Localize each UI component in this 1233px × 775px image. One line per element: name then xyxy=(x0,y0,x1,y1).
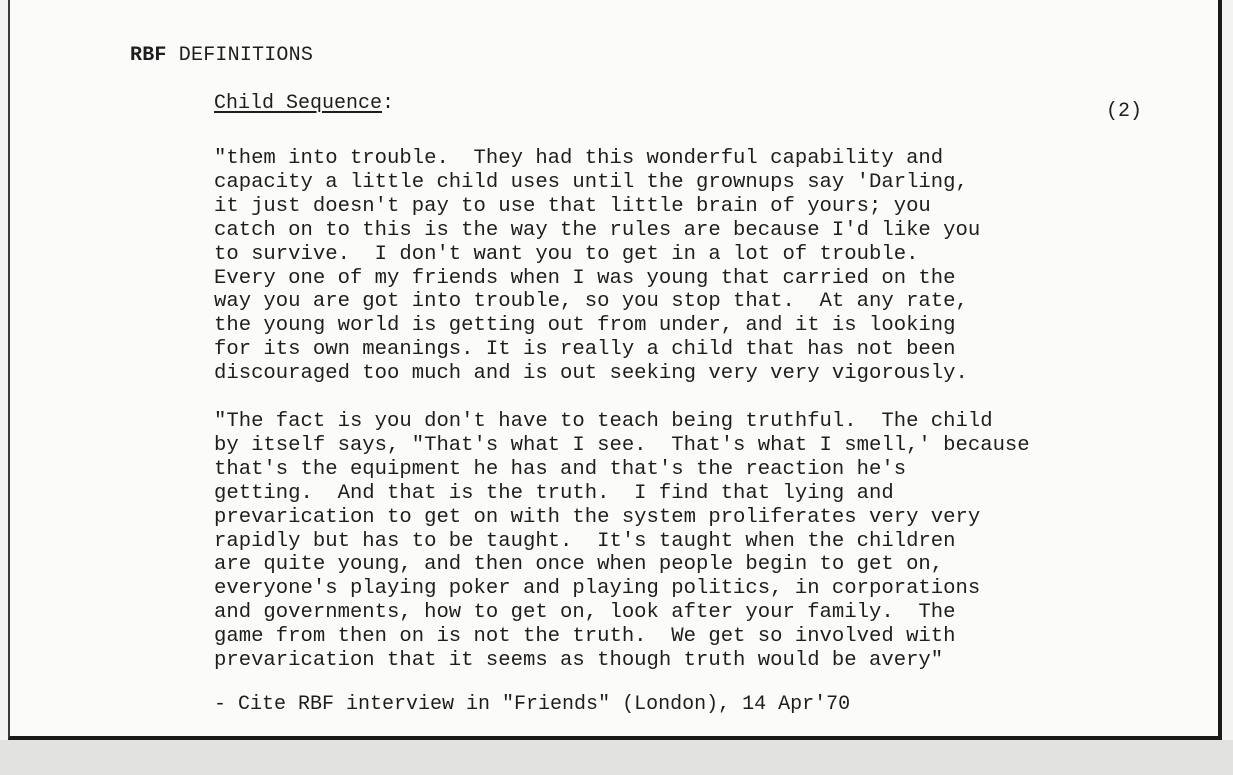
quote-paragraph-2 xyxy=(214,410,1030,673)
section-heading-text: Child Sequence xyxy=(214,92,383,115)
text-line: getting. And that is the truth. I find that lying and xyxy=(214,481,894,505)
text-line: prevarication that it seems as though truth would be avery" xyxy=(214,649,944,673)
title-rest: DEFINITIONS xyxy=(166,44,314,67)
text-line: to survive. I don't want you to get in a lot of trouble. xyxy=(214,242,919,266)
page-shadow xyxy=(0,740,1233,775)
text-line: by itself says, "That's what I see. That's what I smell,' because xyxy=(214,433,1030,457)
text-line: are quite young, and then once when people begin to get on, xyxy=(214,553,944,577)
text-line: discouraged too much and is out seeking very very vigorously. xyxy=(214,362,968,386)
text-line: way you are got into trouble, so you stop that. At any rate, xyxy=(214,290,968,314)
text-line: "The fact is you don't have to teach being truthful. The child xyxy=(214,410,993,433)
text-line: for its own meanings. It is really a child that has not been xyxy=(214,338,956,362)
title-prefix: RBF xyxy=(130,44,167,67)
text-line: and governments, how to get on, look after your family. The xyxy=(214,601,956,625)
text-line: that's the equipment he has and that's the reaction he's xyxy=(214,457,907,481)
page-number: (2) xyxy=(1106,100,1143,123)
section-heading-colon: : xyxy=(382,92,395,115)
text-line: game from then on is not the truth. We get so involved with xyxy=(214,625,956,649)
text-line: capacity a little child uses until the grownups say 'Darling, xyxy=(214,170,968,194)
text-line: the young world is getting out from under, and it is looking xyxy=(214,314,956,338)
text-line: Every one of my friends when I was young that carried on the xyxy=(214,266,956,290)
text-line: it just doesn't pay to use that little brain of yours; you xyxy=(214,194,931,218)
text-line: "them into trouble. They had this wonderful capability and xyxy=(214,147,944,170)
text-line: rapidly but has to be taught. It's taught when the children xyxy=(214,529,956,553)
quote-paragraph-1 xyxy=(214,147,980,386)
citation: - Cite RBF interview in "Friends" (London), 14 Apr'70 xyxy=(214,693,851,716)
document-title xyxy=(130,44,313,67)
section-heading xyxy=(214,92,394,115)
text-line: everyone's playing poker and playing politics, in corporations xyxy=(214,577,981,601)
text-line: prevarication to get on with the system proliferates very very xyxy=(214,505,981,529)
text-line: catch on to this is the way the rules are because I'd like you xyxy=(214,218,981,242)
